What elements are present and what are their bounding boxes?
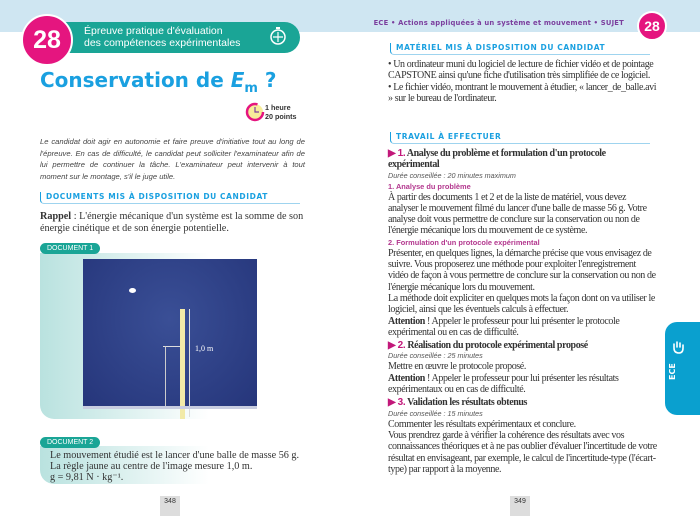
q1-sub2-text: Présenter, en quelques lignes, la démarche précise que vous envisagez de suivre. Vous proposerez une méthode pour exploiter l'enregistrement vidéo de façon à vous permettre de conclure sur la conservation ou non de l'énergie mécanique lors du mouvement. [388,247,656,293]
running-head: ECE • Actions appliquées à un système et mouvement • SUJET [373,19,624,27]
yellow-ruler [180,309,185,419]
section-heading-materiel: MATÉRIEL MIS À DISPOSITION DU CANDIDAT [390,43,650,55]
section-heading-travail: TRAVAIL À EFFECTUER [390,132,650,144]
clock-icon [245,102,265,122]
stand-rod [165,346,166,408]
q2-text: Mettre en œuvre le protocole proposé. [388,361,526,373]
points: 20 points [265,112,297,121]
ball [129,288,136,293]
ball-throw-photo [83,259,257,409]
compass-icon [268,26,288,48]
doc2-line: g = 9,81 N · kg⁻¹. [50,472,124,483]
page-number-right: 349 [510,496,530,516]
document-2-label: DOCUMENT 2 [40,437,100,448]
question-1-title: ▶ 1. Analyse du problème et formulation d'un protocole expérimental [388,148,606,171]
q1-sub1-text: À partir des documents 1 et 2 et de la liste de matériel, vous devez analyser le mouvement filmé du lancer d'une balle de masse 56 g. Votre analyse doit vous permettre de conclure sur la conservation ou non de l'énergie mécanique lors du mouvement de ce système. [388,191,647,237]
travail-content [388,146,658,475]
q1-duration: Durée conseillée : 20 minutes maximum [388,170,516,180]
floor-line [83,406,257,409]
duration: 1 heure [265,103,291,112]
chapter-number-badge: 28 [21,14,73,66]
q3-text: Vous prendrez garde à vérifier la cohérence des résultats avec vos connaissances théoriques et à ne pas oublier d'évaluer l'incertitude de votre résultat en envisageant, par exemple, le calcul de l'incertitude-type (l'écart-type) par rapport à la moyenne. [388,429,657,475]
intro-text: Le candidat doit agir en autonomie et faire preuve d'initiative tout au long de l'épreuve. En cas de difficulté, le candidat peut solliciter l'examinateur afin de lui permettre de continuer la tâche. L'examinateur peut intervenir à tout moment sur le montage, s'il le juge utile. [40,137,305,181]
document-2-text [50,450,300,483]
materiel-item: • Un ordinateur muni du logiciel de lecture de fichier vidéo et de pointage CAPSTONE ainsi qu'une fiche d'utilisation très simplifiée de ce logiciel. [388,59,654,82]
q1-attention: Attention ! Appeler le professeur pour lui présenter le protocole expérimental ou en cas de difficulté. [388,315,620,338]
question-3-title: ▶ 3. Validation les résultats obtenus [388,397,528,409]
ece-side-tab[interactable] [665,322,700,415]
chapter-title-line2: des compétences expérimentales [84,37,241,49]
q2-attention: Attention ! Appeler le professeur pour lui présenter les résultats expérimentaux ou en cas de difficulté. [388,372,619,396]
dimension-arrow [189,309,190,417]
rappel-text: Rappel : L'énergie mécanique d'un système est la somme de son énergie cinétique et de son énergie potentielle. [40,211,304,235]
question-2-title: ▶ 2. Réalisation du protocole expérimental proposé [388,340,588,352]
materiel-item: • Le fichier vidéo, montrant le mouvement à étudier, « lancer_de_balle.avi » sur le bureau de l'ordinateur. [388,81,657,104]
q1-sub2-text: La méthode doit expliciter en quelques mots la façon dont on va utiliser le logiciel, ainsi que les éventuels calculs à effectuer. [388,292,655,316]
doc2-line: La règle jaune au centre de l'image mesure 1,0 m. [50,461,253,472]
chapter-title-line1: Épreuve pratique d'évaluation [84,25,223,37]
ruler-length-label: 1,0 m [195,344,214,353]
exam-info [265,103,297,121]
chapter-banner [62,22,300,53]
materiel-list [388,59,658,104]
q3-duration: Durée conseillée : 15 minutes [388,408,483,418]
chapter-number-badge-right: 28 [637,11,667,41]
doc2-line: Le mouvement étudié est le lancer d'une balle de masse 56 g. [50,450,300,461]
page-title: Conservation de $E_m$ ? [40,68,277,96]
section-heading-documents: DOCUMENTS MIS À DISPOSITION DU CANDIDAT [40,192,300,204]
q2-duration: Durée conseillée : 25 minutes [388,351,483,361]
hand-icon [671,340,685,354]
q1-sub2-title: 2. Formulation d'un protocole expérimental [388,237,540,247]
q1-sub1-title: 1. Analyse du problème [388,181,471,191]
page-number-left: 348 [160,496,180,516]
document-1-label: DOCUMENT 1 [40,243,100,254]
q3-text: Commenter les résultats expérimentaux et conclure. [388,418,576,430]
ece-tab-label: ECE [668,363,677,380]
